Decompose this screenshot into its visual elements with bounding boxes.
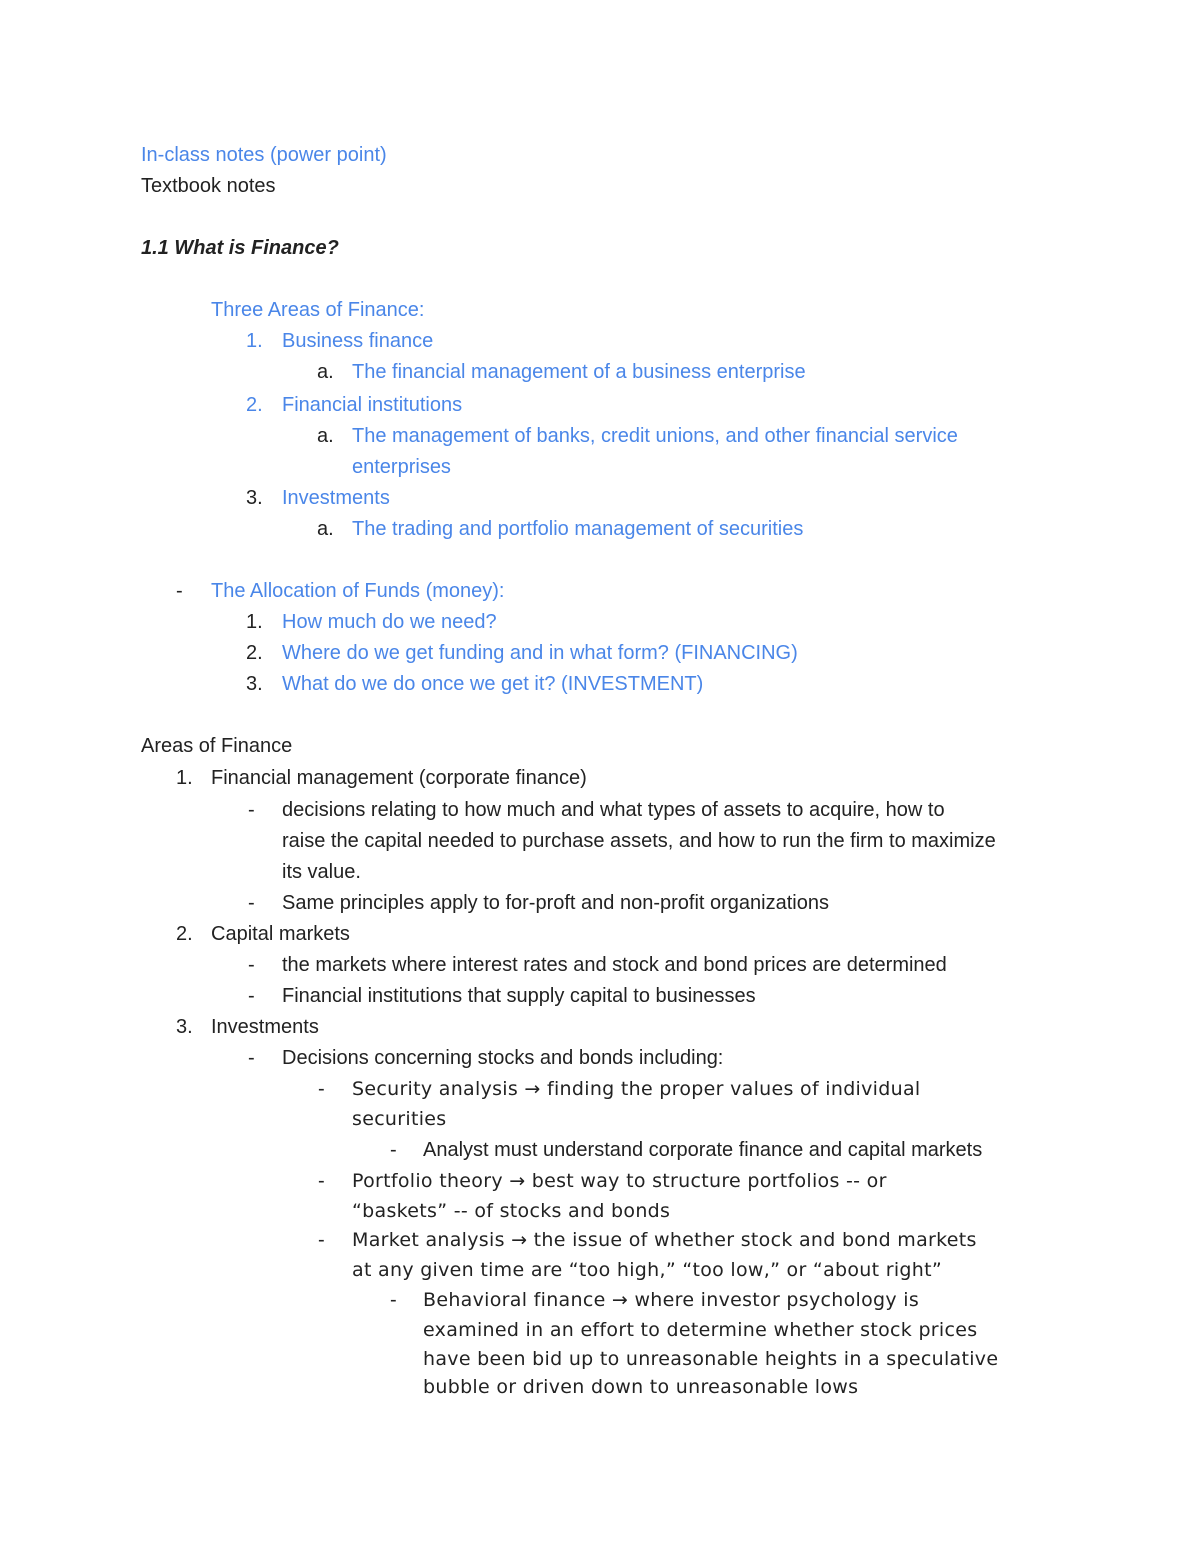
bullet-text: Behavioral finance → where investor psychology is: [423, 1289, 920, 1311]
bullet-dash: -: [248, 799, 255, 821]
bullet-dash: -: [390, 1139, 397, 1161]
list-letter: a.: [317, 425, 334, 447]
bullet-text: Portfolio theory → best way to structure portfolios -- or: [352, 1170, 887, 1192]
list-number: 2.: [246, 642, 263, 664]
bullet-text: at any given time are “too high,” “too low,” or “about right”: [352, 1259, 943, 1281]
areas-title: Areas of Finance: [141, 735, 293, 757]
bullet-text: raise the capital needed to purchase assets, and how to run the firm to maximize: [282, 830, 996, 852]
list-item: Investments: [211, 1016, 319, 1038]
list-number: 2.: [246, 394, 263, 416]
list-letter: a.: [317, 518, 334, 540]
list-number: 1.: [246, 611, 263, 633]
inclass-notes-label: In-class notes (power point): [141, 144, 387, 166]
bullet-text: Market analysis → the issue of whether stock and bond markets: [352, 1229, 977, 1251]
bullet-text: Decisions concerning stocks and bonds including:: [282, 1047, 724, 1069]
three-areas-title: Three Areas of Finance:: [211, 299, 425, 321]
bullet-text: decisions relating to how much and what types of assets to acquire, how to: [282, 799, 945, 821]
bullet-dash: -: [248, 892, 255, 914]
list-item: Investments: [282, 487, 390, 509]
list-number: 1.: [246, 330, 263, 352]
bullet-text: Security analysis → finding the proper values of individual: [352, 1078, 921, 1100]
bullet-text: the markets where interest rates and stock and bond prices are determined: [282, 954, 947, 976]
list-item: Financial institutions: [282, 394, 463, 416]
list-subitem: enterprises: [352, 456, 451, 478]
textbook-notes-label: Textbook notes: [141, 175, 276, 197]
bullet-dash: -: [390, 1289, 397, 1311]
bullet-dash: -: [248, 1047, 255, 1069]
bullet-text: examined in an effort to determine whether stock prices: [423, 1319, 978, 1341]
list-item: Business finance: [282, 330, 434, 352]
list-number: 1.: [176, 767, 193, 789]
list-item: Financial management (corporate finance): [211, 767, 587, 789]
list-number: 3.: [246, 673, 263, 695]
bullet-text: bubble or driven down to unreasonable lows: [423, 1376, 859, 1398]
bullet-text: securities: [352, 1108, 447, 1130]
bullet-text: Analyst must understand corporate finance and capital markets: [423, 1139, 983, 1161]
list-letter: a.: [317, 361, 334, 383]
list-subitem: The financial management of a business enterprise: [352, 361, 806, 383]
bullet-text: its value.: [282, 861, 361, 883]
list-subitem: The management of banks, credit unions, and other financial service: [352, 425, 958, 447]
list-number: 3.: [246, 487, 263, 509]
list-number: 3.: [176, 1016, 193, 1038]
bullet-text: have been bid up to unreasonable heights in a speculative: [423, 1348, 999, 1370]
bullet-dash: -: [318, 1229, 325, 1251]
list-item: How much do we need?: [282, 611, 497, 633]
bullet-dash: -: [318, 1170, 325, 1192]
list-subitem: The trading and portfolio management of securities: [352, 518, 804, 540]
allocation-title: The Allocation of Funds (money):: [211, 580, 505, 602]
bullet-dash: -: [248, 985, 255, 1007]
bullet-text: “baskets” -- of stocks and bonds: [352, 1200, 671, 1222]
bullet-dash: -: [318, 1078, 325, 1100]
bullet-text: Financial institutions that supply capital to businesses: [282, 985, 756, 1007]
list-number: 2.: [176, 923, 193, 945]
list-item: Where do we get funding and in what form? (FINANCING): [282, 642, 798, 664]
bullet-dash: -: [176, 580, 183, 602]
list-item: What do we do once we get it? (INVESTMENT): [282, 673, 704, 695]
bullet-dash: -: [248, 954, 255, 976]
list-item: Capital markets: [211, 923, 350, 945]
bullet-text: Same principles apply to for-proft and non-profit organizations: [282, 892, 829, 914]
section-title: 1.1 What is Finance?: [141, 237, 339, 259]
